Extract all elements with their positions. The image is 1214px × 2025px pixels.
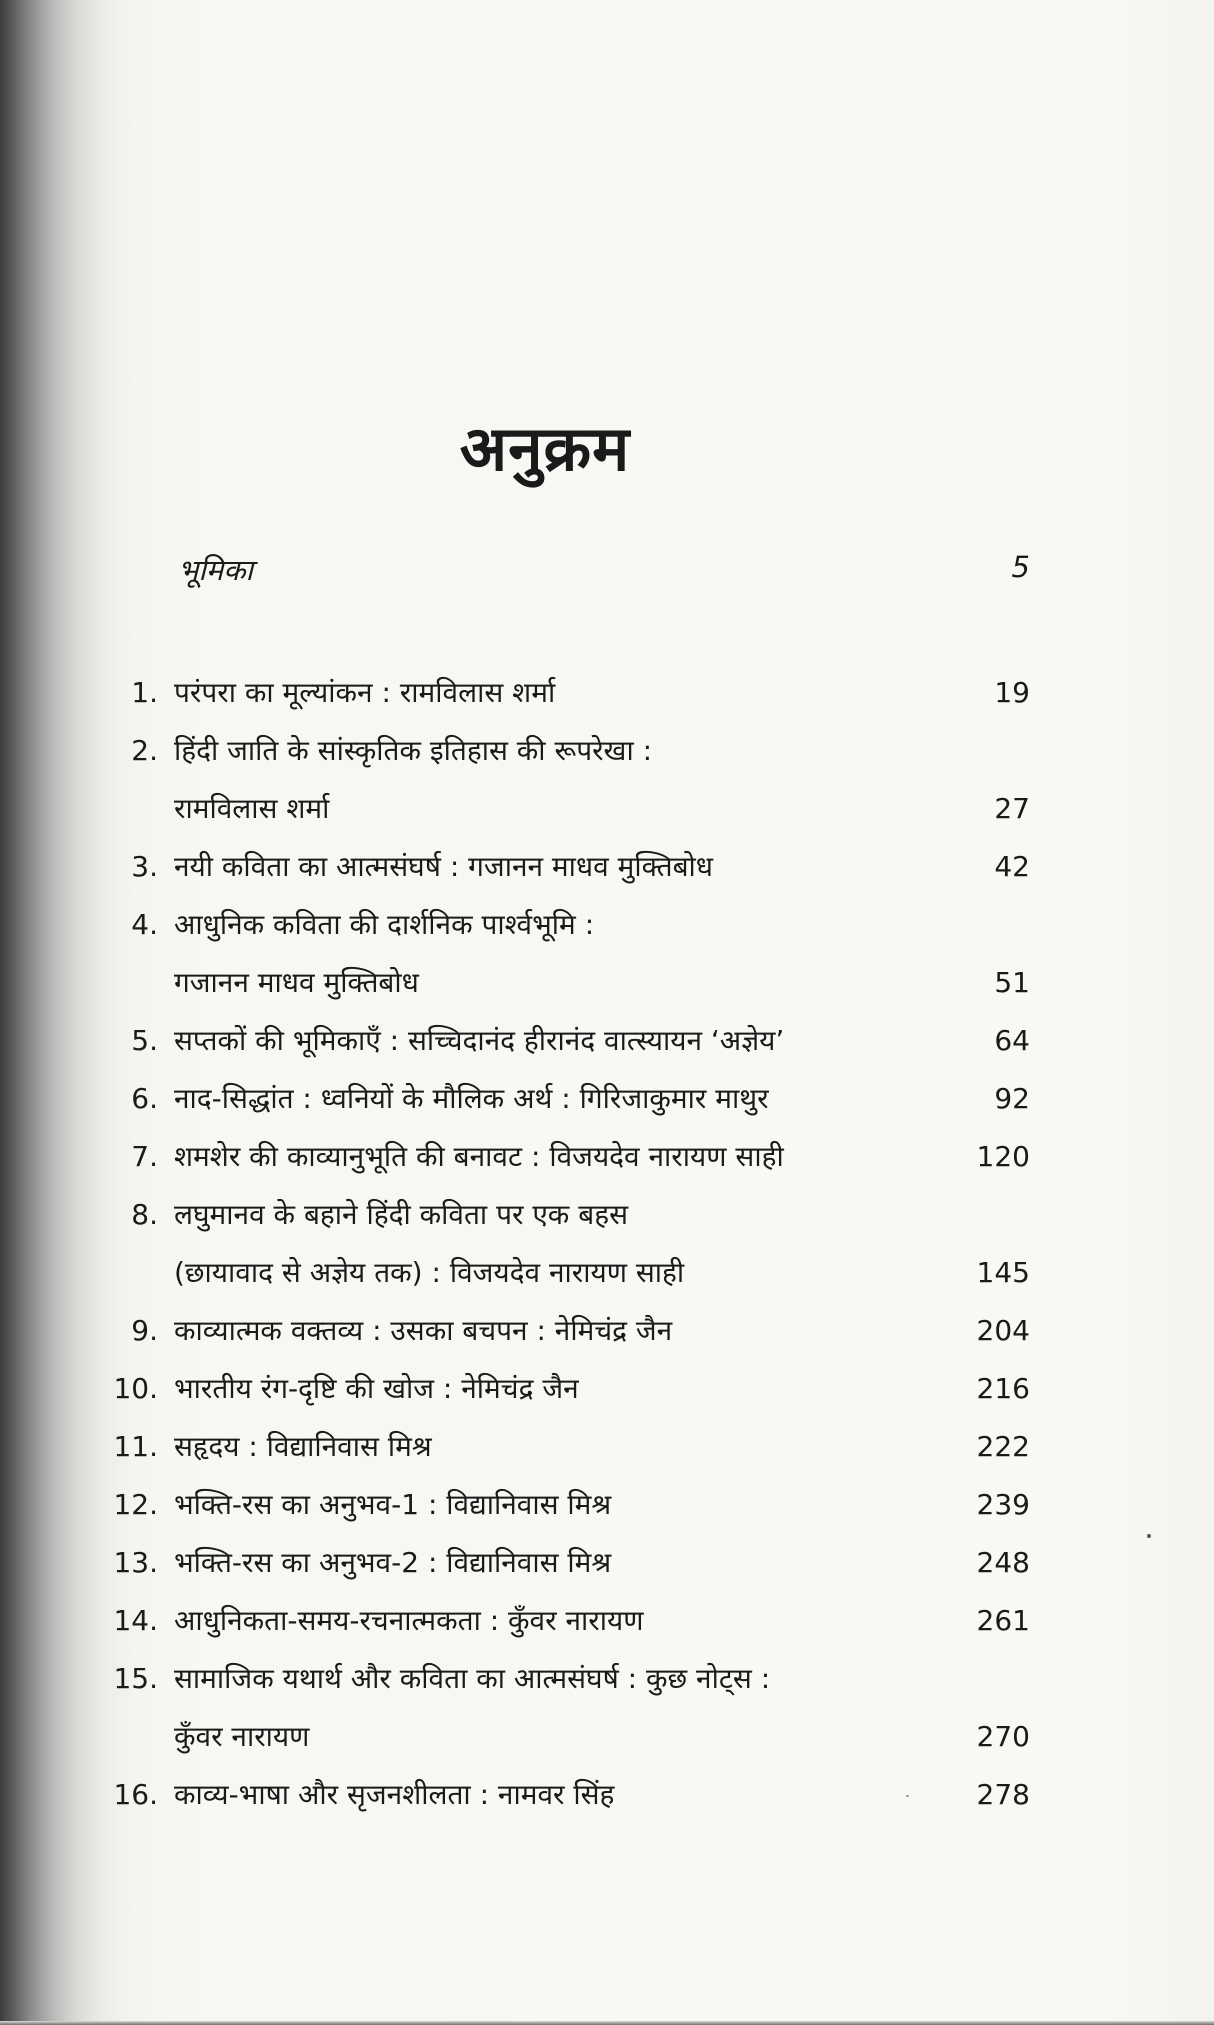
toc-entry (106, 838, 1030, 896)
toc-entry (106, 1360, 1030, 1418)
toc-entry-title: आधुनिक कविता की दार्शनिक पार्श्वभूमि : (174, 908, 595, 941)
paper-speck (906, 1795, 909, 1797)
toc-entry-title: हिंदी जाति के सांस्कृतिक इतिहास की रूपरेखा : (174, 734, 653, 767)
toc-entry (106, 1128, 1030, 1186)
toc-entry-page-number: 145 (976, 1256, 1030, 1289)
preface-entry (178, 550, 1030, 594)
toc-entry (106, 896, 1030, 1012)
toc-entry-page-number: 120 (976, 1140, 1030, 1173)
toc-entry-number: 16. (113, 1778, 158, 1811)
toc-entry-title: (छायावाद से अज्ञेय तक) : विजयदेव नारायण साही (174, 1256, 685, 1289)
toc-entry (106, 1070, 1030, 1128)
toc-entry-number: 13. (113, 1546, 158, 1579)
toc-entry (106, 1476, 1030, 1534)
toc-entry-page-number: 204 (976, 1314, 1030, 1347)
toc-entry (106, 1302, 1030, 1360)
toc-entry-number: 12. (113, 1488, 158, 1521)
toc-entry (106, 1766, 1030, 1824)
toc-entry-number: 4. (131, 908, 158, 941)
toc-entry-title: काव्यात्मक वक्तव्य : उसका बचपन : नेमिचंद्र जैन (174, 1314, 673, 1347)
table-of-contents (106, 664, 1030, 1824)
toc-entry-page-number: 51 (994, 966, 1030, 999)
toc-entry-title: नयी कविता का आत्मसंघर्ष : गजानन माधव मुक्तिबोध (174, 850, 714, 883)
page-bottom-edge (0, 2021, 1214, 2025)
toc-entry-number: 14. (113, 1604, 158, 1637)
toc-entry-number: 8. (131, 1198, 158, 1231)
toc-entry-title: भक्ति-रस का अनुभव-2 : विद्यानिवास मिश्र (174, 1546, 612, 1579)
toc-entry-page-number: 222 (976, 1430, 1030, 1463)
toc-entry-number: 9. (131, 1314, 158, 1347)
toc-entry-page-number: 278 (976, 1778, 1030, 1811)
toc-entry-page-number: 248 (976, 1546, 1030, 1579)
toc-entry-title: नाद-सिद्धांत : ध्वनियों के मौलिक अर्थ : गिरिजाकुमार माथुर (174, 1082, 769, 1115)
toc-entry-number: 10. (113, 1372, 158, 1405)
toc-entry-page-number: 239 (976, 1488, 1030, 1521)
toc-entry-title: लघुमानव के बहाने हिंदी कविता पर एक बहस (174, 1198, 628, 1231)
toc-entry-title: कुँवर नारायण (174, 1720, 310, 1753)
toc-entry-number: 5. (131, 1024, 158, 1057)
toc-entry (106, 664, 1030, 722)
toc-entry-number: 3. (131, 850, 158, 883)
toc-entry-title: भारतीय रंग-दृष्टि की खोज : नेमिचंद्र जैन (174, 1372, 579, 1405)
toc-entry (106, 1186, 1030, 1302)
toc-entry (106, 1592, 1030, 1650)
toc-entry-page-number: 42 (994, 850, 1030, 883)
toc-entry-title: सप्तकों की भूमिकाएँ : सच्चिदानंद हीरानंद वात्स्यायन ‘अज्ञेय’ (174, 1024, 785, 1057)
preface-title: भूमिका (178, 553, 254, 587)
toc-entry-number: 6. (131, 1082, 158, 1115)
toc-entry-title: परंपरा का मूल्यांकन : रामविलास शर्मा (174, 676, 556, 709)
toc-entry-number: 2. (131, 734, 158, 767)
preface-page-number: 5 (1011, 550, 1030, 584)
toc-entry-title: रामविलास शर्मा (174, 792, 330, 825)
page-title: अनुक्रम (459, 412, 631, 485)
toc-entry-page-number: 216 (976, 1372, 1030, 1405)
toc-entry-title: आधुनिकता-समय-रचनात्मकता : कुँवर नारायण (174, 1604, 644, 1637)
toc-entry-page-number: 27 (994, 792, 1030, 825)
toc-entry-title: सामाजिक यथार्थ और कविता का आत्मसंघर्ष : कुछ नोट्स : (174, 1662, 771, 1695)
toc-entry-title: गजानन माधव मुक्तिबोध (174, 966, 419, 999)
toc-entry (106, 1534, 1030, 1592)
toc-entry (106, 722, 1030, 838)
toc-entry-page-number: 64 (994, 1024, 1030, 1057)
toc-entry (106, 1012, 1030, 1070)
toc-entry-title: काव्य-भाषा और सृजनशीलता : नामवर सिंह (174, 1778, 615, 1811)
toc-entry (106, 1650, 1030, 1766)
toc-entry (106, 1418, 1030, 1476)
toc-entry-page-number: 261 (976, 1604, 1030, 1637)
toc-entry-number: 15. (113, 1662, 158, 1695)
toc-entry-page-number: 270 (976, 1720, 1030, 1753)
toc-entry-page-number: 19 (994, 676, 1030, 709)
toc-entry-number: 11. (113, 1430, 158, 1463)
toc-entry-number: 1. (131, 676, 158, 709)
toc-entry-number: 7. (131, 1140, 158, 1173)
paper-speck (1147, 1534, 1151, 1538)
toc-entry-title: सहृदय : विद्यानिवास मिश्र (174, 1430, 432, 1463)
toc-entry-title: भक्ति-रस का अनुभव-1 : विद्यानिवास मिश्र (174, 1488, 612, 1521)
toc-entry-page-number: 92 (994, 1082, 1030, 1115)
toc-entry-title: शमशेर की काव्यानुभूति की बनावट : विजयदेव नारायण साही (174, 1140, 784, 1173)
